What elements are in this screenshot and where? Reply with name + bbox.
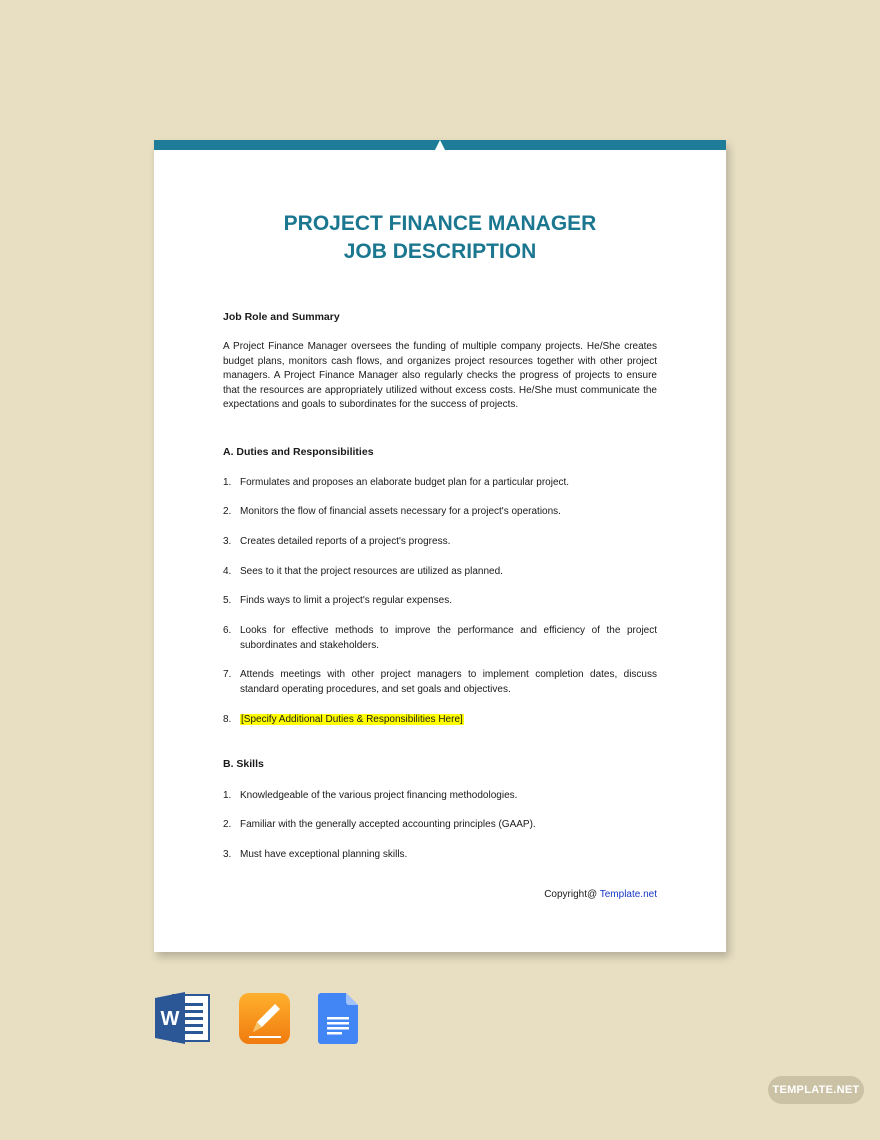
duty-text: Attends meetings with other project managers to implement completion dates, discuss standard operating procedures, and set goals and objectives. (240, 669, 657, 695)
duties-heading: A. Duties and Responsibilities (223, 446, 374, 458)
duty-number: 4. (223, 566, 232, 577)
skill-number: 2. (223, 819, 232, 830)
skill-text: Familiar with the generally accepted accounting principles (GAAP). (240, 819, 536, 830)
title-line-1: PROJECT FINANCE MANAGER (283, 212, 597, 235)
summary-heading: Job Role and Summary (223, 311, 340, 323)
summary-paragraph: A Project Finance Manager oversees the funding of multiple company projects. He/She creates budget plans, monitors cash flows, and organizes project resources together with other project managers. A Project Finance Manager also regularly checks the progress of projects to ensure that the resources are appropriately utilized without excess costs. He/She must communicate the expectations and goals to subordinates for the success of projects. (223, 341, 657, 411)
duty-number: 6. (223, 625, 232, 636)
copyright-link[interactable]: Template.net (599, 889, 657, 900)
duty-number: 3. (223, 536, 232, 547)
document-page (154, 140, 726, 952)
watermark-badge: TEMPLATE.NET (768, 1076, 864, 1104)
duty-text: Finds ways to limit a project's regular expenses. (240, 595, 452, 606)
copyright-line (544, 889, 657, 900)
skill-number: 3. (223, 849, 232, 860)
skill-text: Knowledgeable of the various project financing methodologies. (240, 790, 518, 801)
duty-number: 1. (223, 477, 232, 488)
duty-text: Monitors the flow of financial assets necessary for a project's operations. (240, 506, 561, 517)
duty-text: Sees to it that the project resources are utilized as planned. (240, 566, 503, 577)
pages-icon[interactable] (239, 993, 290, 1049)
title-line-2: JOB DESCRIPTION (343, 240, 537, 263)
word-icon[interactable] (155, 992, 211, 1049)
duty-text-placeholder (240, 712, 657, 727)
top-bar-notch (435, 140, 445, 150)
duty-text: Looks for effective methods to improve the performance and efficiency of the project subordinates and stakeholders. (240, 625, 657, 651)
svg-text:W: W (160, 1008, 180, 1030)
highlighted-placeholder: [Specify Additional Duties & Responsibilities Here] (241, 714, 463, 725)
document-title (154, 210, 726, 266)
duty-number: 7. (223, 669, 232, 680)
duty-number: 5. (223, 595, 232, 606)
skills-heading: B. Skills (223, 758, 264, 770)
skill-number: 1. (223, 790, 232, 801)
skill-text: Must have exceptional planning skills. (240, 849, 408, 860)
duty-text: Creates detailed reports of a project's progress. (240, 536, 451, 547)
duty-text: Formulates and proposes an elaborate budget plan for a particular project. (240, 477, 570, 488)
duty-number: 2. (223, 506, 232, 517)
duty-number: 8. (223, 714, 232, 725)
copyright-label: Copyright@ (544, 889, 600, 900)
google-docs-icon[interactable] (318, 993, 358, 1049)
